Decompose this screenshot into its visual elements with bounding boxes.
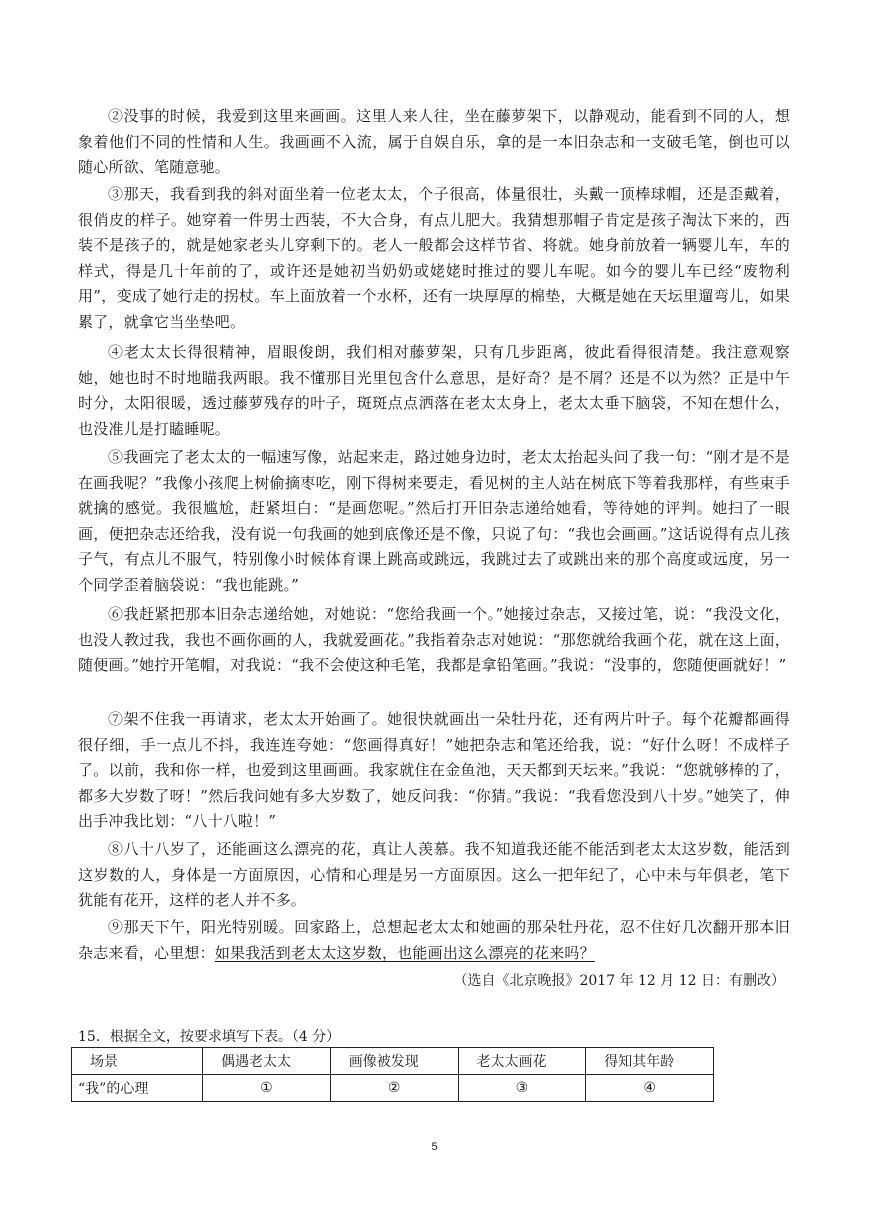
source-citation: （选自《北京晚报》2017 年 12 月 12 日：有删改） [453, 973, 785, 989]
table-cell-header: 偶遇老太太 [203, 1048, 331, 1075]
paragraph-2: ②没事的时候，我爱到这里来画画。这里人来人往，坐在藤萝架下，以静观动，能看到不同的人，想象着他们不同的性情和人生。我画画不入流，属于自娱自乐，拿的是一本旧杂志和一支破毛笔，倒也可以随心所欲、笔随意驰。 [78, 107, 790, 177]
answer-cell-3[interactable]: ③ [458, 1075, 586, 1102]
paragraph-9-text: ⑨那天下午，阳光特别暖。回家路上，总想起老太太和她画的那朵牡丹花，忍不住好几次翻开那本旧杂志来看，心里想： [78, 918, 790, 962]
table-row [72, 1075, 714, 1102]
paragraph-6: ⑥我赶紧把那本旧杂志递给她，对她说：“您给我画一个。”她接过杂志，又接过笔，说：“我没文化，也没人教过我，我也不画你画的人，我就爱画花。”我指着杂志对她说：“那您就给我画个花，就在这上面，随便画。”她拧开笔帽，对我说：“我不会使这种毛笔，我都是拿铅笔画。”我说：“没事的，您随便画就好！” [78, 605, 790, 675]
paragraph-5: ⑤我画完了老太太的一幅速写像，站起来走，路过她身边时，老太太抬起头问了我一句：“刚才是不是在画我呢？”我像小孩爬上树偷摘枣吃，刚下得树来要走，看见树的主人站在树底下等着我那样，有些束手就擒的感觉。我很尴尬，赶紧坦白：“是画您呢。”然后打开旧杂志递给她看，等待她的评判。她扫了一眼画，便把杂志还给我，没有说一句我画的她到底像还是不像，只说了句：“我也会画画。”这话说得有点儿孩子气，有点儿不服气，特别像小时候体育课上跳高或跳远，我跳过去了或跳出来的那个高度或远度，另一个同学歪着脑袋说：“我也能跳。” [78, 448, 790, 594]
table-cell-header: 画像被发现 [330, 1048, 458, 1075]
paragraph-8: ⑧八十八岁了，还能画这么漂亮的花，真让人羡慕。我不知道我还能不能活到老太太这岁数，能活到这岁数的人，身体是一方面原因，心情和心理是另一方面原因。这么一把年纪了，心中未与年俱老，笔下犹能有花开，这样的老人并不多。 [78, 840, 790, 910]
page-number: 5 [431, 1141, 438, 1153]
table-cell-row-label: “我”的心理 [72, 1075, 203, 1102]
answer-cell-4[interactable]: ④ [586, 1075, 714, 1102]
answer-table [71, 1047, 714, 1102]
paragraph-7: ⑦架不住我一再请求，老太太开始画了。她很快就画出一朵牡丹花，还有两片叶子。每个花瓣都画得很仔细，手一点儿不抖，我连连夸她：“您画得真好！”她把杂志和笔还给我，说：“好什么呀！不成样子了。以前，我和你一样，也爱到这里画画。我家就住在金鱼池，天天都到天坛来。”我说：“您就够棒的了，都多大岁数了呀！”然后我问她有多大岁数了，她反问我：“你猜。”我说：“我看您没到八十岁。”她笑了，伸出手冲我比划：“八十八啦！” [78, 710, 790, 831]
answer-cell-1[interactable]: ① [203, 1075, 331, 1102]
table-header-row [72, 1048, 714, 1075]
underlined-question-sentence: 如果我活到老太太这岁数，也能画出这么漂亮的花来吗？ [214, 943, 595, 962]
table-cell-header: 老太太画花 [458, 1048, 586, 1075]
paragraph-3: ③那天，我看到我的斜对面坐着一位老太太，个子很高，体量很壮，头戴一顶棒球帽，还是歪戴着，很俏皮的样子。她穿着一件男士西装，不大合身，有点儿肥大。我猜想那帽子肯定是孩子淘汰下来的，西装不是孩子的，就是她家老头儿穿剩下的。老人一般都会这样节省、将就。她身前放着一辆婴儿车，车的样式，得是几十年前的了，或许还是她初当奶奶或姥姥时推过的婴儿车呢。如今的婴儿车已经“废物利用”，变成了她行走的拐杖。车上面放着一个水杯，还有一块厚厚的棉垫，大概是她在天坛里遛弯儿，如果累了，就拿它当坐垫吧。 [78, 185, 790, 331]
paragraph-4: ④老太太长得很精神，眉眼俊朗，我们相对藤萝架，只有几步距离，彼此看得很清楚。我注意观察她，她也时不时地瞄我两眼。我不懂那目光里包含什么意思，是好奇？是不屑？还是不以为然？正是中午时分，太阳很暖，透过藤萝残存的叶子，斑斑点点洒落在老太太身上，老太太垂下脑袋，不知在想什么，也没准儿是打瞌睡呢。 [78, 343, 790, 438]
answer-cell-2[interactable]: ② [330, 1075, 458, 1102]
question-15-prompt: 15．根据全文，按要求填写下表。（4 分） [78, 1029, 341, 1045]
table-cell-scene-label: 场景 [72, 1048, 203, 1075]
table-cell-header: 得知其年龄 [586, 1048, 714, 1075]
paragraph-9 [78, 915, 790, 966]
